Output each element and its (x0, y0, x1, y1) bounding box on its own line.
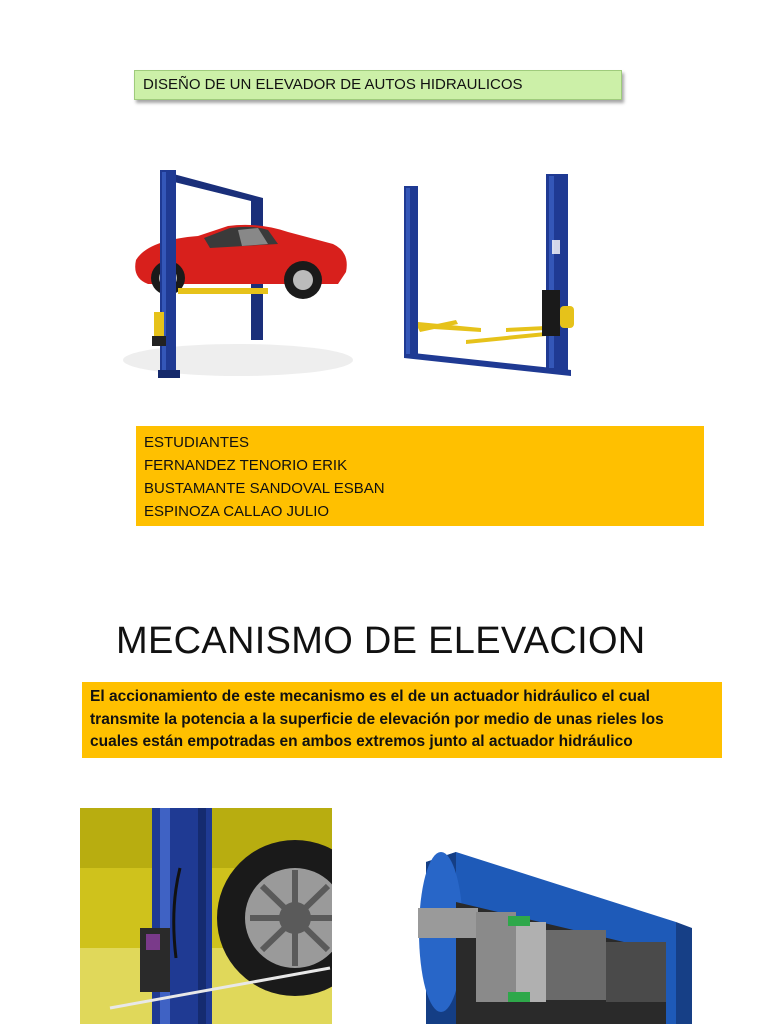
description-line: transmite la potencia a la superficie de elevación por medio de unas rieles los (90, 710, 664, 728)
section-heading: MECANISMO DE ELEVACION (116, 620, 646, 662)
section-description (82, 682, 722, 758)
student-name: BUSTAMANTE SANDOVAL ESBAN (144, 480, 385, 497)
document-title: DISEÑO DE UN ELEVADOR DE AUTOS HIDRAULICOS (134, 70, 622, 100)
car-lift-photo (118, 160, 358, 390)
description-line: El accionamiento de este mecanismo es el de un actuador hidráulico el cual (90, 688, 650, 705)
student-name: FERNANDEZ TENORIO ERIK (144, 457, 348, 474)
students-box (136, 426, 704, 526)
empty-lift-photo (396, 170, 586, 380)
lift-post-closeup-photo (80, 808, 332, 1024)
hydraulic-cylinder-photo (396, 812, 696, 1024)
student-name: ESPINOZA CALLAO JULIO (144, 503, 330, 520)
description-line: cuales están empotradas en ambos extremos junto al actuador hidráulico (90, 733, 633, 750)
students-heading: ESTUDIANTES (144, 434, 250, 451)
